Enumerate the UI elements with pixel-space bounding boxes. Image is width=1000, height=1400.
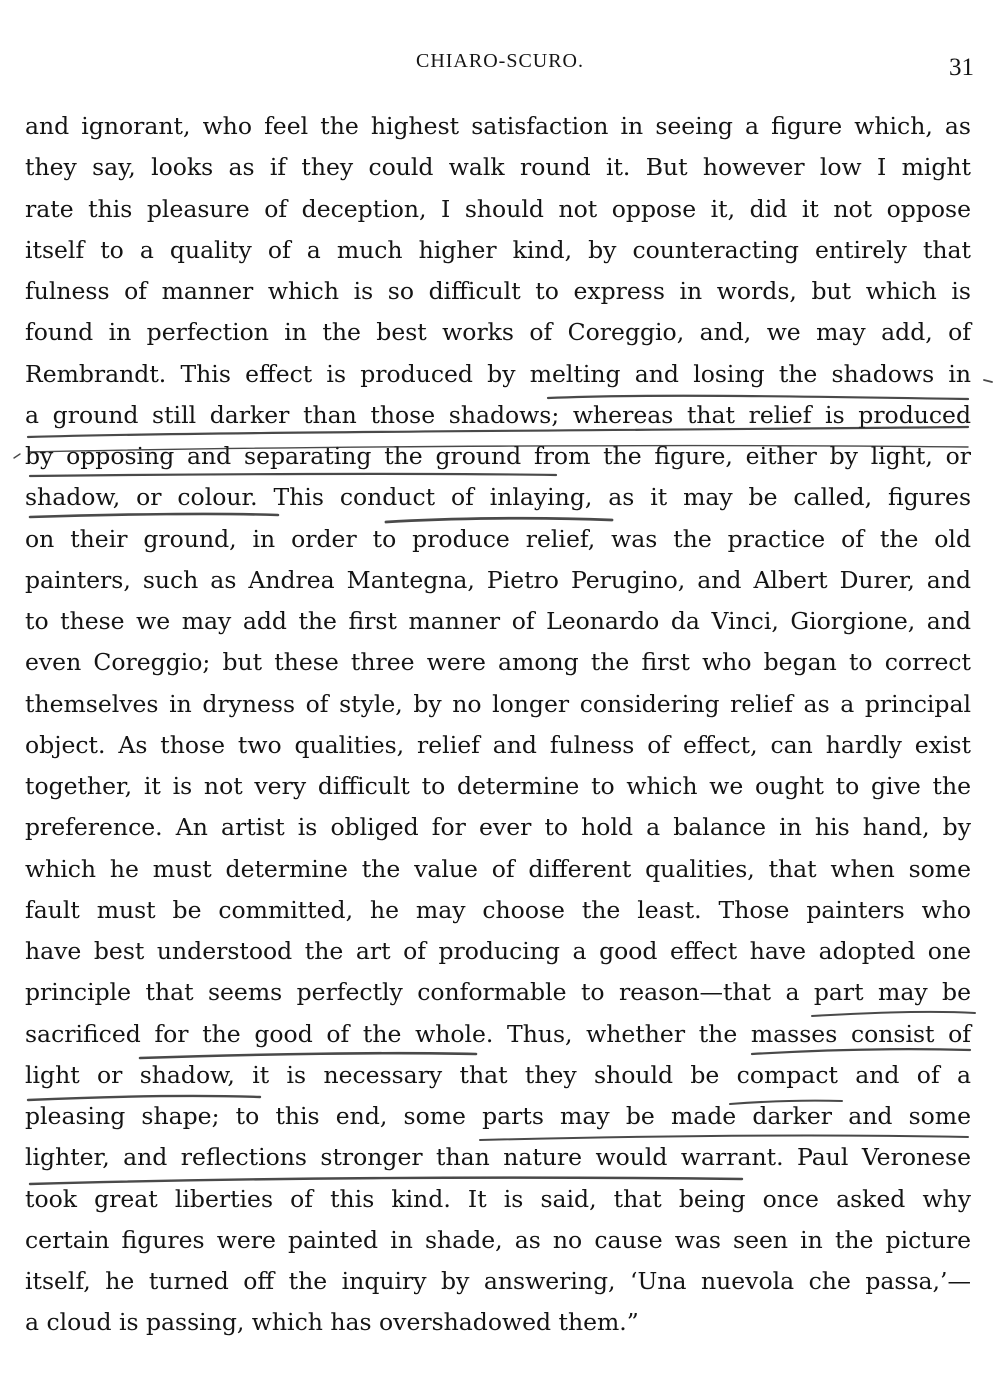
text-line: to these we may add the first manner of Leonardo da Vinci, Giorgione, and <box>25 607 971 635</box>
text-line: rate this pleasure of deception, I should not oppose it, did it not oppose <box>25 194 971 223</box>
text-line: took great liberties of this kind. It is said, that being once asked why <box>25 1184 971 1213</box>
text-line: Rembrandt. This effect is produced by melting and losing the shadows in <box>25 359 971 388</box>
text-line: together, it is not very difficult to determine to which we ought to give the <box>25 772 971 800</box>
text-line: on their ground, in order to produce relief, was the practice of the old <box>25 524 971 553</box>
text-line: themselves in dryness of style, by no longer considering relief as a principal <box>25 689 971 718</box>
text-line: and ignorant, who feel the highest satisfaction in seeing a figure which, as <box>25 112 971 140</box>
text-line: light or shadow, it is necessary that they should be compact and of a <box>25 1060 971 1089</box>
text-line: itself, he turned off the inquiry by answering, ‘Una nuevola che passa,’— <box>25 1267 971 1295</box>
text-line: even Coreggio; but these three were among the first who began to correct <box>25 648 971 677</box>
text-line: a cloud is passing, which has overshadowed them.” <box>25 1308 639 1337</box>
running-title: CHIARO-SCURO. <box>415 50 585 72</box>
text-line: certain figures were painted in shade, as no cause was seen in the picture <box>25 1225 971 1254</box>
page-number: 31 <box>949 54 974 81</box>
text-line: found in perfection in the best works of Coreggio, and, we may add, of <box>25 318 971 347</box>
pencil-mark <box>14 454 20 458</box>
text-line: lighter, and reflections stronger than nature would warrant. Paul Veronese <box>25 1143 971 1172</box>
text-line: by opposing and separating the ground from the figure, either by light, or <box>25 442 971 470</box>
text-line: they say, looks as if they could walk round it. But however low I might <box>25 153 971 182</box>
text-line: fault must be committed, he may choose the least. Those painters who <box>25 895 971 924</box>
text-line: which he must determine the value of different qualities, that when some <box>25 854 971 883</box>
pencil-mark <box>984 380 992 382</box>
text-line: sacrificed for the good of the whole. Thus, whether the masses consist of <box>25 1019 971 1048</box>
text-line: painters, such as Andrea Mantegna, Pietro Perugino, and Albert Durer, and <box>25 565 971 594</box>
text-line: have best understood the art of producing a good effect have adopted one <box>25 937 971 965</box>
text-line: principle that seems perfectly conformable to reason—that a part may be <box>25 978 971 1007</box>
text-line: preference. An artist is obliged for ever to hold a balance in his hand, by <box>25 813 971 842</box>
text-line: shadow, or colour. This conduct of inlaying, as it may be called, figures <box>25 483 971 512</box>
text-line: object. As those two qualities, relief and fulness of effect, can hardly exist <box>25 730 971 759</box>
text-line: a ground still darker than those shadows; whereas that relief is produced <box>25 400 971 429</box>
text-line: fulness of manner which is so difficult to express in words, but which is <box>25 277 971 305</box>
text-line: itself to a quality of a much higher kind, by counteracting entirely that <box>25 235 971 264</box>
body-text <box>25 106 971 1344</box>
text-line: pleasing shape; to this end, some parts may be made darker and some <box>25 1102 971 1130</box>
